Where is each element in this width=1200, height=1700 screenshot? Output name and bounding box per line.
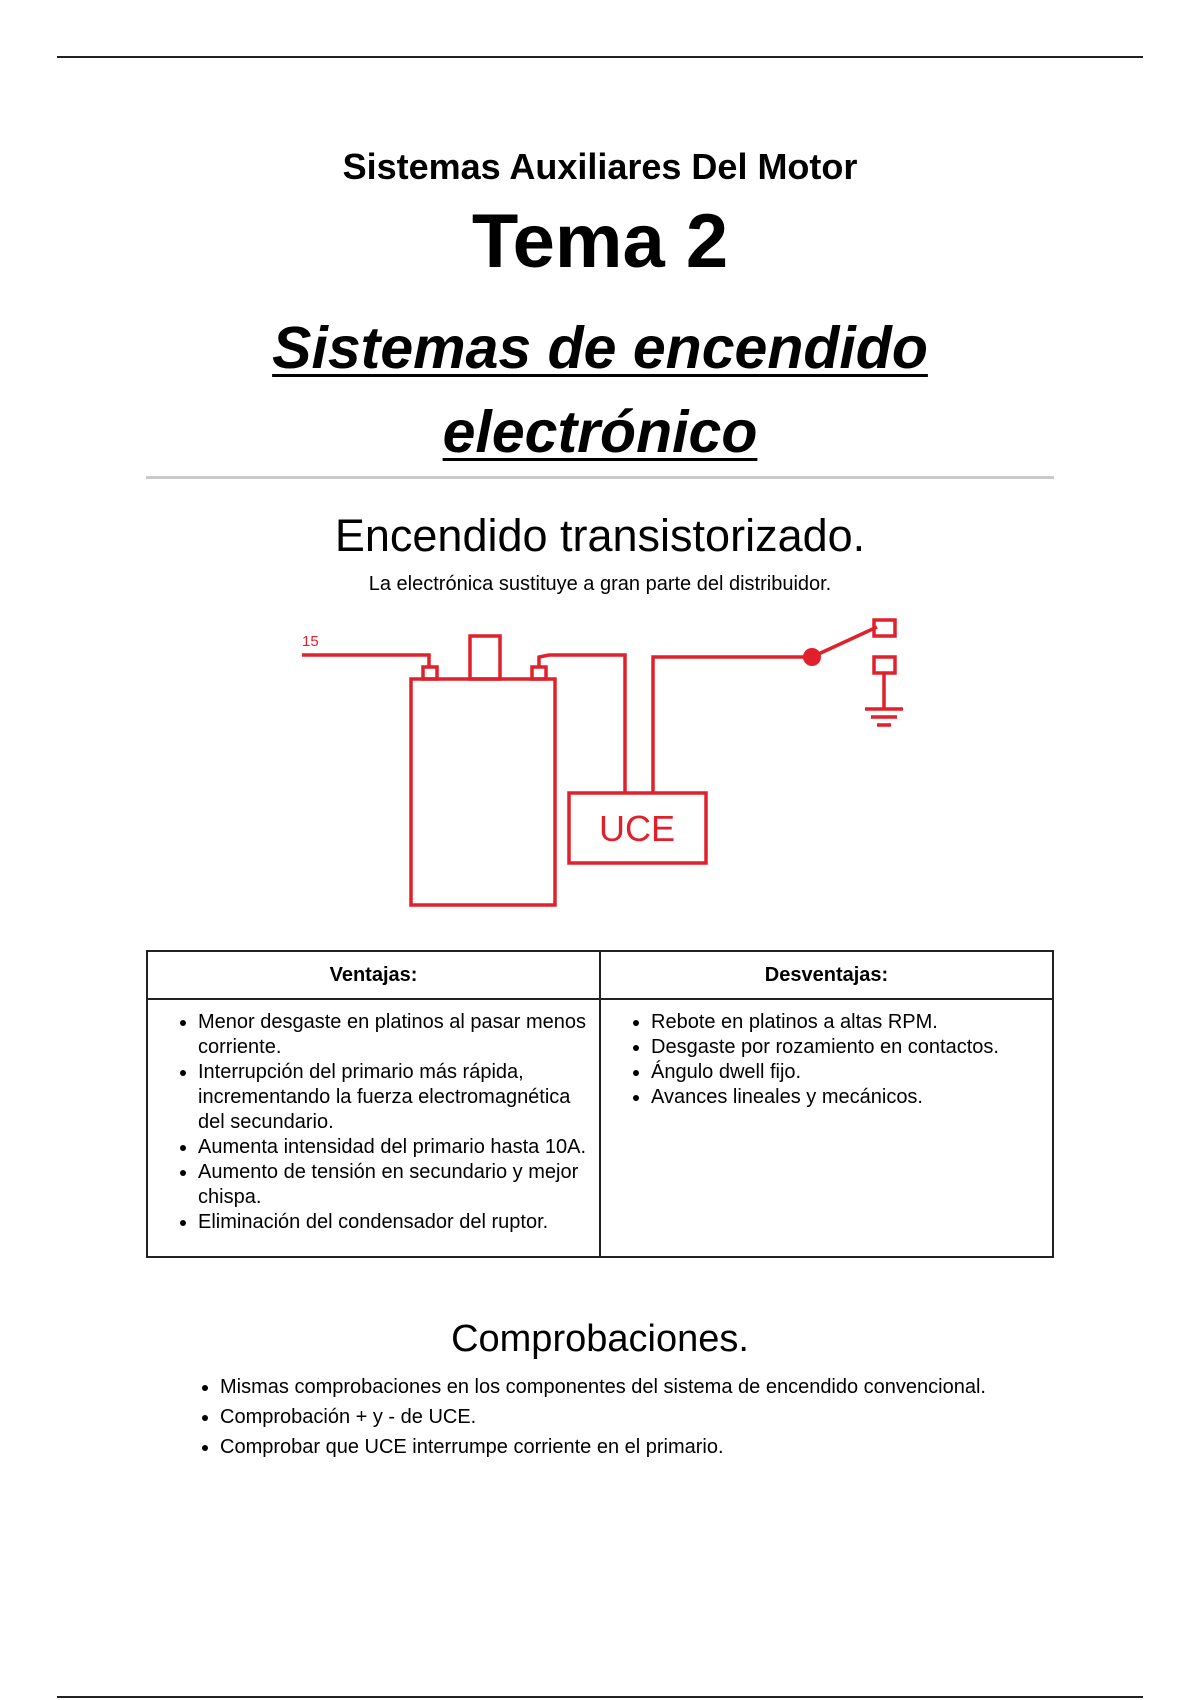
ventajas-cell (147, 999, 600, 1257)
title-divider (146, 476, 1054, 479)
subject-title: Sistemas de encendido electrónico (272, 315, 928, 465)
switch-arm (812, 627, 877, 657)
coil-terminal-right (532, 667, 546, 679)
page-bottom-rule (57, 1696, 1143, 1698)
comprobaciones-list (200, 1372, 1000, 1462)
table-row (147, 999, 1053, 1257)
list-item: • Comprobar que UCE interrumpe corriente en el primario. (220, 1432, 1000, 1462)
ignition-coil (411, 679, 555, 905)
list-item: • Mismas comprobaciones en los componentes del sistema de encendido convencional. (220, 1372, 1000, 1402)
list-item: • Ángulo dwell fijo. (651, 1060, 1040, 1085)
list-item: • Avances lineales y mecánicos. (651, 1085, 1040, 1110)
wire-coil-to-uce (539, 655, 625, 793)
list-item: • Eliminación del condensador del ruptor. (198, 1210, 587, 1235)
section-subtitle: La electrónica sustituye a gran parte del distribuidor. (368, 573, 832, 595)
section-title-comprobaciones: Comprobaciones. (451, 1318, 749, 1360)
list-item: • Aumenta intensidad del primario hasta 10A. (198, 1135, 587, 1160)
ventajas-list (160, 1010, 587, 1235)
uce-label: UCE (598, 808, 676, 849)
ground-symbol (865, 673, 903, 725)
switch-pivot (803, 648, 821, 666)
ignition-circuit-diagram (295, 615, 915, 915)
header-desventajas: Desventajas: (600, 951, 1053, 999)
tema-number: Tema 2 (471, 199, 729, 284)
desventajas-list (613, 1010, 1040, 1110)
list-item: • Comprobación + y - de UCE. (220, 1402, 1000, 1432)
wire-uce-to-switch (653, 657, 812, 793)
section-title-transistorizado: Encendido transistorizado. (334, 510, 866, 561)
coil-terminal-left (423, 667, 437, 679)
wire-terminal-15 (302, 655, 429, 667)
page-top-rule (57, 56, 1143, 58)
list-item: • Aumento de tensión en secundario y mejor chispa. (198, 1160, 587, 1210)
course-title: Sistemas Auxiliares Del Motor (342, 146, 858, 187)
advantages-table (146, 950, 1054, 1258)
list-item: • Interrupción del primario más rápida, incrementando la fuerza electromagnética del secundario. (198, 1060, 587, 1135)
table-header-row (147, 951, 1053, 999)
list-item: • Desgaste por rozamiento en contactos. (651, 1035, 1040, 1060)
list-item: • Menor desgaste en platinos al pasar menos corriente. (198, 1010, 587, 1060)
terminal-15-label: 15 (302, 633, 319, 650)
desventajas-cell (600, 999, 1053, 1257)
coil-terminal-center (470, 636, 500, 679)
header-ventajas: Ventajas: (147, 951, 600, 999)
list-item: • Rebote en platinos a altas RPM. (651, 1010, 1040, 1035)
switch-contact-bottom (874, 657, 895, 673)
